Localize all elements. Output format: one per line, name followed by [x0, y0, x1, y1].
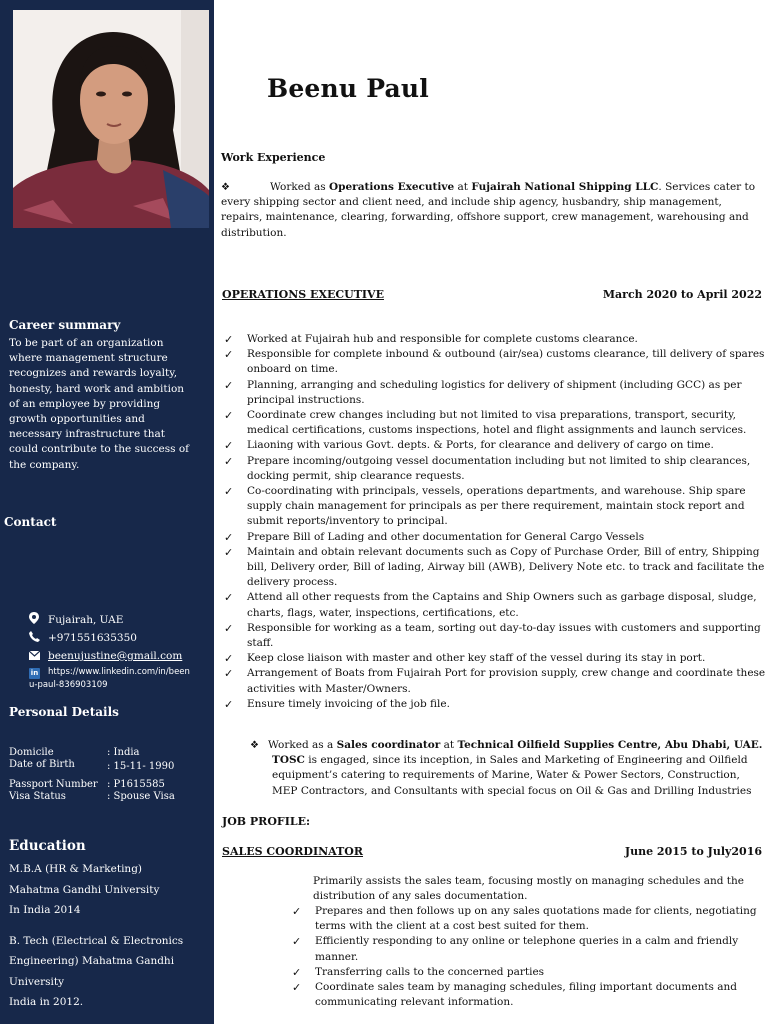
duty-item [222, 332, 767, 347]
job2-duties [290, 904, 765, 1010]
personal-row-passport [9, 779, 209, 791]
duty-text: Attend all other requests from the Captains and Ship Owners such as garbage disposal, sludge, charts, flags, water, inspections, certifications, etc. [247, 591, 757, 619]
check-icon: ✓ [224, 333, 234, 346]
personal-value: : India [107, 747, 140, 758]
job1-intro-pre: Worked as [269, 181, 330, 193]
job2-intro [250, 738, 765, 799]
duty-item [222, 484, 767, 530]
check-icon: ✓ [224, 591, 234, 605]
duty-item [222, 697, 767, 712]
job1-company: Fujairah National Shipping LLC [471, 181, 659, 193]
contact-location [29, 612, 211, 628]
candidate-name: Beenu Paul [267, 74, 429, 103]
duty-text: Responsible for complete inbound & outbound (air/sea) customs clearance, till delivery of spares onboard on time. [247, 348, 765, 376]
check-icon: ✓ [292, 905, 302, 918]
diamond-bullet-icon: ❖ [221, 182, 230, 193]
job2-title: SALES COORDINATOR [222, 845, 364, 858]
education-line: India in 2012. [9, 996, 84, 1008]
linkedin-icon: in [30, 669, 39, 677]
personal-value: : P1615585 [107, 779, 165, 790]
job2-tosc: TOSC [272, 754, 305, 767]
personal-key: Passport Number [9, 779, 98, 790]
diamond-bullet-icon: ❖ [250, 740, 259, 751]
personal-key: Date of Birth [9, 759, 75, 770]
education-heading: Education [9, 838, 86, 854]
education-line: University [9, 975, 65, 988]
check-icon: ✓ [224, 409, 234, 423]
duty-text: Keep close liaison with master and other key staff of the vessel during its stay in port. [247, 652, 706, 665]
duty-text: Liaoning with various Govt. depts. & Ports, for clearance and delivery of cargo on time. [247, 439, 714, 452]
job2-period: June 2015 to July2016 [624, 845, 762, 858]
check-icon: ✓ [224, 621, 234, 635]
contact-heading: Contact [4, 515, 57, 529]
duty-text: Co-coordinating with principals, vessels, operations departments, and warehouse. Ship spare supply chain management for principals as per there requirement, maintain stock report and submit reports/inventory to principal. [247, 485, 746, 528]
duty-item [290, 965, 765, 980]
education-line: Mahatma Gandhi University [9, 883, 160, 896]
check-icon: ✓ [224, 530, 234, 544]
job1-role: Operations Executive [329, 181, 455, 193]
personal-row-dob [9, 759, 209, 773]
portrait-image [13, 10, 209, 228]
work-experience-heading: Work Experience [221, 151, 326, 164]
profile-photo [13, 10, 209, 228]
personal-row-visa [9, 791, 209, 803]
job1-duties [222, 332, 767, 712]
personal-key: Visa Status [9, 791, 66, 802]
check-icon: ✓ [224, 439, 234, 453]
education-line: In India 2014 [9, 904, 81, 916]
duty-item [222, 438, 767, 453]
duty-item [222, 530, 767, 545]
job2-intro-post: is engaged, since its inception, in Sales and Marketing of Engineering and Oilfield equipment’s catering to requirements of Marine, Water & Power Sectors, Construction, MEP Contractors, and Consultants with special focus on Oil & Gas and Drilling Industries [272, 754, 752, 797]
job2-description [250, 753, 765, 799]
duty-text: Prepares and then follows up on any sales quotations made for clients, negotiating terms with the client at a cost best suited for them. [315, 905, 757, 933]
contact-list [29, 612, 211, 692]
duty-item [222, 621, 767, 651]
education-line: M.B.A (HR & Marketing) [9, 863, 143, 875]
duty-text: Responsible for working as a team, sorting out day-to-day issues with customers and supporting staff. [247, 621, 761, 650]
check-icon: ✓ [224, 667, 234, 681]
check-icon: ✓ [224, 652, 234, 666]
job2-title-row [222, 845, 762, 858]
job2-intro-mid: at [440, 739, 458, 751]
job2-role: Sales coordinator [336, 739, 441, 751]
job1-intro-post: . Services cater to every shipping sector and client need, and include ship agency, husbandry, ship management, repairs, maintenance, clearing, forwarding, offshore support, crew management, warehousing and distribution. [221, 181, 756, 239]
check-icon: ✓ [292, 935, 302, 949]
duty-item [222, 408, 767, 438]
duty-text: Efficiently responding to any online or telephone queries in a calm and friendly manner. [315, 935, 739, 963]
duty-item [222, 378, 767, 408]
duty-text: Worked at Fujairah hub and responsible for complete customs clearance. [247, 333, 638, 345]
job2-company: Technical Oilfield Supplies Centre, Abu Dhabi, UAE. [457, 739, 763, 751]
job1-title-row [222, 288, 762, 301]
duty-text: Ensure timely invoicing of the job file. [247, 697, 450, 710]
check-icon: ✓ [224, 485, 234, 499]
duty-text: Transferring calls to the concerned parties [315, 965, 545, 978]
map-pin-icon [29, 612, 40, 623]
contact-linkedin-line2[interactable]: u-paul-836903109 [29, 680, 108, 690]
check-icon: ✓ [224, 545, 234, 559]
check-icon: ✓ [292, 965, 302, 979]
personal-value: : 15-11- 1990 [107, 761, 175, 772]
duty-item [222, 347, 767, 377]
personal-row-domicile [9, 747, 209, 759]
check-icon: ✓ [224, 378, 234, 392]
career-summary-text: To be part of an organization where management structure recognizes and rewards loyalty, honesty, hard work and ambition of an employee by providing growth opportunities and necessary infrastructure that could contribute to the success of the company. [9, 337, 190, 471]
check-icon: ✓ [224, 454, 234, 468]
contact-email [29, 648, 211, 665]
job2-intro-pre: Worked as a [267, 739, 337, 751]
contact-phone-text[interactable]: +971551635350 [48, 632, 137, 644]
education-line: Engineering) Mahatma Gandhi [9, 955, 175, 967]
sidebar [0, 0, 214, 1024]
check-icon: ✓ [292, 981, 302, 995]
contact-email-link[interactable]: beenujustine@gmail.com [48, 650, 183, 662]
job1-intro-mid: at [454, 181, 472, 193]
duty-item [290, 904, 765, 934]
job1-title: OPERATIONS EXECUTIVE [222, 288, 384, 301]
job1-intro [221, 180, 763, 241]
contact-phone [29, 630, 211, 647]
duty-text: Coordinate crew changes including but not limited to visa preparations, transport, security, medical certifications, customs inspections, hotel and flight assignments and launch services. [247, 409, 747, 437]
duty-text: Planning, arranging and scheduling logistics for delivery of shipment (including GCC) as per principal instructions. [247, 378, 742, 406]
job-profile-heading: JOB PROFILE: [222, 815, 311, 828]
duty-item [222, 590, 767, 620]
duty-text: Coordinate sales team by managing schedules, filing important documents and communicating relevant information. [315, 981, 738, 1009]
personal-key: Domicile [9, 747, 54, 758]
duty-text: Arrangement of Boats from Fujairah Port for provision supply, crew change and coordinate these activities with Master/Owners. [247, 667, 766, 695]
education-list [9, 859, 209, 1013]
duty-item [222, 454, 767, 484]
education-line: B. Tech (Electrical & Electronics [9, 934, 184, 947]
contact-linkedin [29, 666, 211, 692]
personal-details-heading: Personal Details [9, 705, 119, 719]
personal-value: : Spouse Visa [107, 791, 175, 802]
email-icon [29, 649, 40, 660]
duty-item [222, 651, 767, 666]
check-icon: ✓ [224, 697, 234, 711]
duty-text: Prepare incoming/outgoing vessel documentation including but not limited to ship clearances, docking permit, ship clearance requests. [247, 454, 751, 482]
contact-linkedin-line1[interactable]: https://www.linkedin.com/in/been [48, 667, 190, 677]
duty-text: Maintain and obtain relevant documents such as Copy of Purchase Order, Bill of entry, Shipping bill, Delivery order, Bill of lading, Airway bill (AWB), Delivery Note etc. to track and facilitate the delivery process. [247, 545, 765, 589]
phone-icon [29, 631, 40, 642]
career-summary-heading: Career summary [9, 318, 121, 332]
job2-lead: Primarily assists the sales team, focusing mostly on managing schedules and the distribution of any sales documentation. [313, 875, 744, 903]
duty-item [290, 934, 765, 964]
check-icon: ✓ [224, 348, 234, 362]
duty-item [222, 545, 767, 591]
duty-item [222, 666, 767, 696]
duty-item [290, 980, 765, 1010]
job1-period: March 2020 to April 2022 [602, 288, 762, 301]
personal-details-list [9, 747, 209, 803]
contact-location-text: Fujairah, UAE [48, 614, 124, 626]
duty-text: Prepare Bill of Lading and other documentation for General Cargo Vessels [247, 530, 645, 543]
